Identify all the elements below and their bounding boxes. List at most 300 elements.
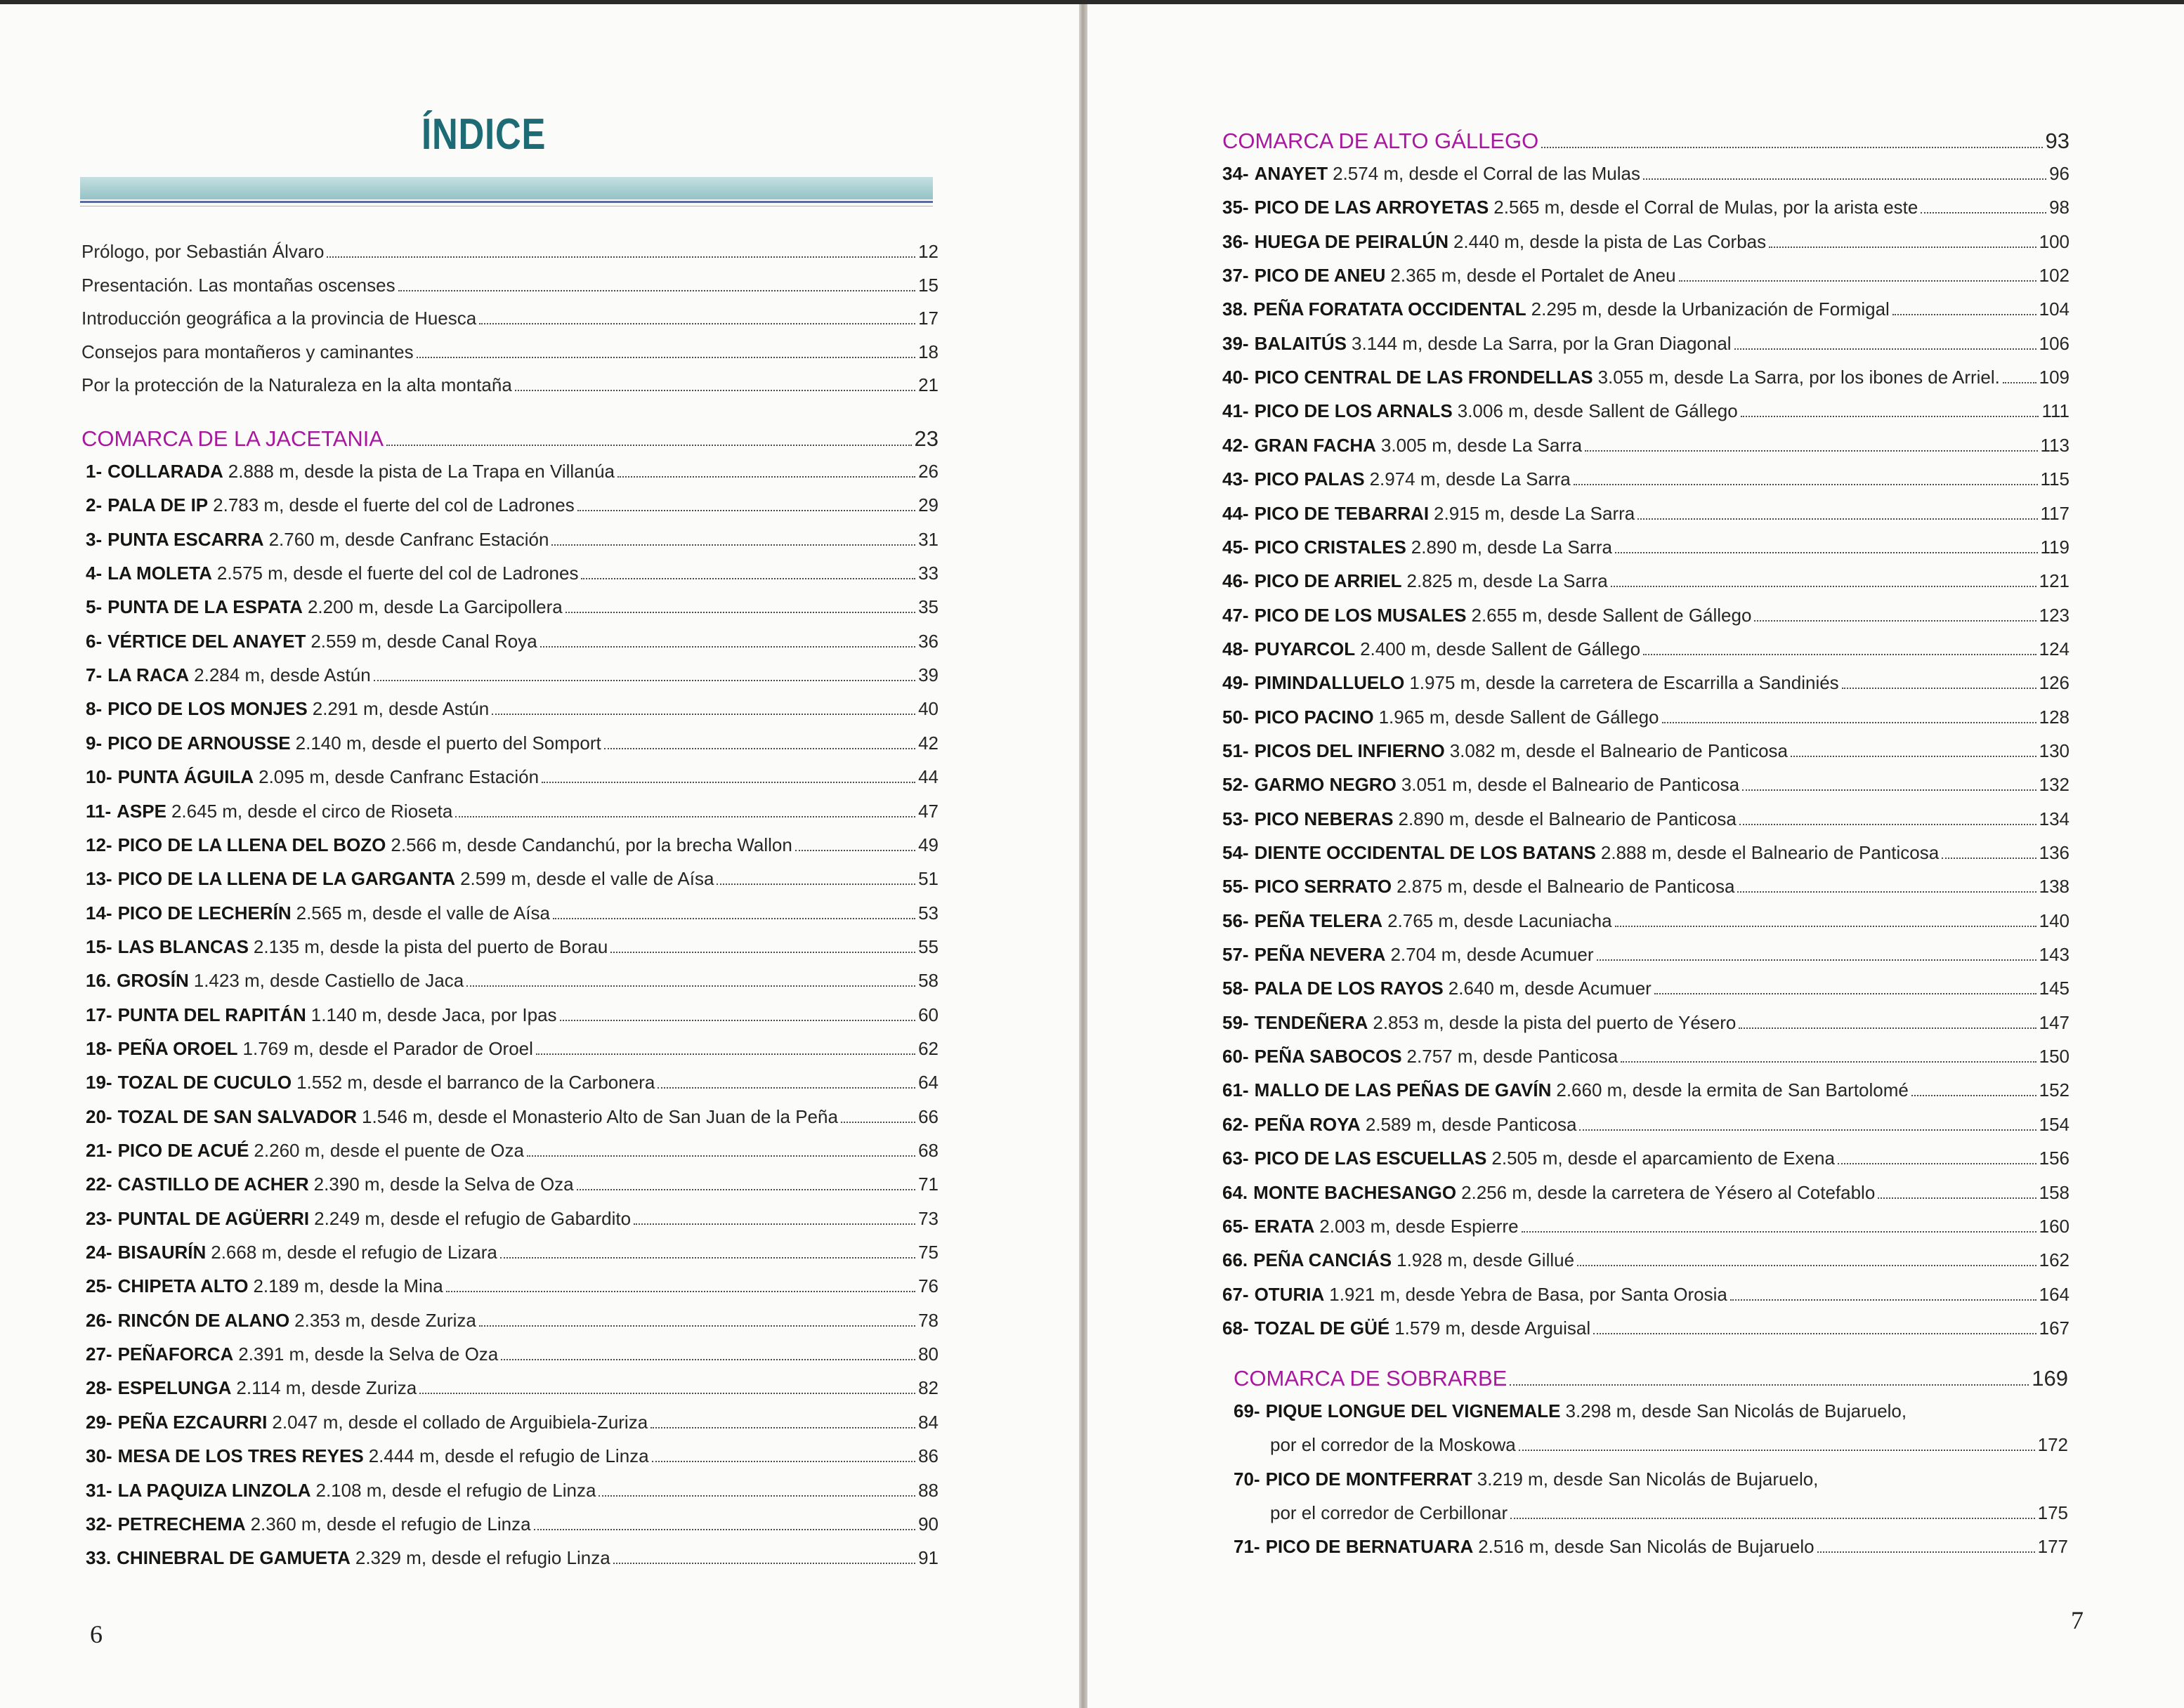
intro-entry (81, 373, 939, 397)
entry-peak-name: CASTILLO DE ACHER (117, 1174, 309, 1195)
dot-leader (1621, 1061, 2036, 1063)
entry-description: 2.114 m, desde Zuriza (236, 1377, 417, 1399)
entry-page: 64 (918, 1072, 939, 1093)
entry-peak-name: MONTE BACHESANGO (1253, 1181, 1457, 1203)
entry-description: 3.298 m, desde San Nicolás de Bujaruelo, (1565, 1400, 1907, 1421)
dot-leader (1593, 1333, 2036, 1334)
dot-leader (652, 1461, 915, 1462)
dot-leader (327, 256, 915, 258)
toc-entry (86, 459, 939, 483)
entry-page: 147 (2039, 1011, 2069, 1033)
entry-number: 19- (86, 1072, 112, 1093)
dot-leader (577, 510, 915, 511)
entry-description: 2.047 m, desde el collado de Arguibiela-Zuriza (272, 1411, 648, 1433)
entry-page: 121 (2039, 570, 2069, 592)
entry-page: 55 (918, 935, 939, 957)
dot-leader (1754, 620, 2036, 622)
entry-number: 28- (86, 1377, 112, 1399)
entry-page: 152 (2039, 1079, 2069, 1101)
intro-text: Consejos para montañeros y caminantes (81, 341, 414, 362)
entry-peak-name: PEÑA EZCAURRI (117, 1411, 268, 1433)
entry-description: 2.668 m, desde el refugio de Lizara (211, 1242, 497, 1263)
dot-leader (455, 816, 915, 817)
entry-page: 106 (2039, 332, 2069, 354)
dot-leader (1574, 484, 2038, 485)
entry-page: 73 (918, 1207, 939, 1229)
toc-entry (86, 1240, 939, 1264)
entry-peak-name: GROSÍN (117, 970, 189, 992)
entry-number: 43- (1222, 468, 1249, 490)
entry-peak-name: PICO DE LECHERÍN (117, 902, 292, 924)
section-name: COMARCA DE LA JACETANIA (81, 426, 384, 451)
entry-peak-name: PICO PALAS (1254, 468, 1365, 490)
entry-page: 145 (2039, 978, 2069, 999)
dot-leader (1519, 1450, 2035, 1451)
entry-peak-name: PUNTA DEL RAPITÁN (117, 1004, 306, 1025)
entry-number: 3- (86, 528, 103, 550)
entry-peak-name: PEÑAFORCA (117, 1344, 234, 1365)
title-rule-line (80, 201, 933, 203)
entry-number: 35- (1222, 197, 1249, 218)
title-rule (80, 177, 933, 199)
entry-number: 22- (86, 1174, 112, 1195)
dot-leader (1769, 247, 2036, 248)
entry-description: 2.640 m, desde Acumuer (1448, 978, 1652, 999)
entry-page: 113 (2040, 434, 2069, 456)
entry-number: 70- (1234, 1468, 1260, 1490)
entry-description: 1.769 m, desde el Parador de Oroel (242, 1037, 533, 1059)
dot-leader (515, 390, 915, 391)
entry-peak-name: PIQUE LONGUE DEL VIGNEMALE (1265, 1400, 1561, 1421)
dot-leader (1842, 688, 2036, 689)
entry-page: 175 (2037, 1502, 2068, 1524)
entry-peak-name: PICO DE LOS MUSALES (1254, 604, 1467, 626)
entry-page: 115 (2040, 468, 2069, 490)
entry-description: 2.559 m, desde Canal Roya (310, 630, 537, 652)
entry-page: 167 (2039, 1317, 2069, 1339)
entry-number: 71- (1234, 1536, 1260, 1558)
toc-entry (1222, 535, 2069, 559)
entry-description: 2.566 m, desde Candanchú, por la brecha Wallon (391, 834, 792, 855)
entry-description: 2.888 m, desde el Balneario de Panticosa (1600, 842, 1940, 863)
entry-number: 55- (1222, 876, 1249, 898)
entry-number: 65- (1222, 1215, 1249, 1237)
entry-number: 63- (1222, 1148, 1249, 1169)
entry-number: 48- (1222, 638, 1249, 659)
entry-description: 2.974 m, desde La Sarra (1369, 468, 1571, 490)
entry-peak-name: PETRECHEMA (117, 1513, 246, 1535)
dot-leader (577, 1189, 915, 1190)
entry-number: 16. (86, 970, 112, 992)
entry-page: 143 (2039, 944, 2069, 966)
entry-description: 2.757 m, desde Panticosa (1406, 1046, 1619, 1068)
entry-description: 3.006 m, desde Sallent de Gállego (1457, 400, 1738, 422)
intro-text: Presentación. Las montañas oscenses (81, 274, 395, 296)
entry-page: 26 (918, 461, 939, 482)
dot-leader (1577, 1265, 2036, 1266)
intro-entry (81, 239, 939, 263)
dot-leader (1892, 314, 2036, 315)
entry-peak-name: TOZAL DE SAN SALVADOR (117, 1105, 358, 1127)
entry-peak-name: MESA DE LOS TRES REYES (117, 1445, 364, 1467)
toc-entry (1222, 162, 2069, 185)
entry-page: 100 (2039, 230, 2069, 252)
entry-page: 88 (918, 1479, 939, 1501)
entry-description: 2.505 m, desde el aparcamiento de Exena (1491, 1148, 1835, 1169)
entry-peak-name: PEÑA NEVERA (1254, 944, 1386, 966)
entry-peak-name: PICO DE MONTFERRAT (1265, 1468, 1472, 1490)
entry-description: 1.928 m, desde Gillué (1397, 1249, 1575, 1271)
entry-description: 2.365 m, desde el Portalet de Aneu (1390, 265, 1676, 287)
entry-peak-name: PICO DE ARNOUSSE (107, 732, 291, 754)
toc-entry (1234, 1399, 2068, 1423)
entry-description: 3.005 m, desde La Sarra (1380, 434, 1583, 456)
entry-description: 2.256 m, desde la carretera de Yésero al Cotefablo (1461, 1181, 1876, 1203)
entry-number: 39- (1222, 332, 1249, 354)
dot-leader (536, 1053, 915, 1055)
entry-peak-name: PICO PACINO (1254, 706, 1374, 728)
dot-leader (1838, 1163, 2036, 1164)
entry-page: 111 (2041, 400, 2069, 422)
dot-leader (717, 883, 915, 885)
dot-leader (1679, 280, 2036, 282)
dot-leader (527, 1155, 915, 1157)
entry-page: 42 (918, 732, 939, 754)
entry-peak-name: PEÑA TELERA (1254, 909, 1383, 931)
toc-entry (86, 663, 939, 687)
toc-entry-continuation (1270, 1501, 2068, 1525)
toc-entry (1222, 637, 2069, 661)
entry-description: 1.921 m, desde Yebra de Basa, por Santa Orosia (1329, 1283, 1727, 1305)
entry-description: 2.890 m, desde La Sarra (1411, 536, 1612, 558)
entry-description: 2.565 m, desde el Corral de Mulas, por la arista este (1493, 197, 1918, 218)
entry-number: 18- (86, 1037, 112, 1059)
entry-peak-name: PICO DE LA LLENA DEL BOZO (117, 834, 386, 855)
toc-entry (1222, 807, 2069, 831)
entry-number: 61- (1222, 1079, 1249, 1101)
entry-number: 53- (1222, 808, 1249, 829)
entry-peak-name: VÉRTICE DEL ANAYET (107, 630, 306, 652)
toc-entry (86, 799, 939, 823)
entry-page: 156 (2039, 1148, 2069, 1169)
entry-description: 2.140 m, desde el puerto del Somport (295, 732, 601, 754)
entry-peak-name: ERATA (1254, 1215, 1315, 1237)
entry-page: 84 (918, 1411, 939, 1433)
entry-number: 21- (86, 1140, 112, 1161)
entry-number: 27- (86, 1344, 112, 1365)
dot-leader (1510, 1384, 2029, 1386)
dot-leader (1739, 824, 2036, 825)
entry-peak-name: PUNTAL DE AGÜERRI (117, 1207, 310, 1229)
entry-page: 124 (2039, 638, 2069, 659)
entry-description: 3.219 m, desde San Nicolás de Bujaruelo, (1477, 1468, 1819, 1490)
toc-entry (1222, 501, 2069, 525)
entry-page: 47 (918, 800, 939, 822)
toc-entry (86, 629, 939, 653)
entry-description: 2.660 m, desde la ermita de San Bartolomé (1556, 1079, 1909, 1101)
entry-page: 160 (2039, 1215, 2069, 1237)
toc-entry (86, 1207, 939, 1230)
entry-peak-name: PICO CENTRAL DE LAS FRONDELLAS (1254, 367, 1593, 388)
dot-leader (1597, 959, 2036, 961)
entry-description: 3.144 m, desde La Sarra, por la Gran Diagonal (1352, 332, 1732, 354)
entry-peak-name: BALAITÚS (1254, 332, 1347, 354)
toc-entry (86, 527, 939, 551)
entry-page: 164 (2039, 1283, 2069, 1305)
entry-page: 117 (2040, 502, 2069, 524)
entry-number: 5- (86, 596, 103, 618)
dot-leader (492, 714, 915, 715)
entry-peak-name: GARMO NEGRO (1254, 774, 1397, 796)
entry-peak-name: PUYARCOL (1254, 638, 1356, 659)
entry-peak-name: DIENTE OCCIDENTAL DE LOS BATANS (1254, 842, 1596, 863)
toc-entry (1222, 297, 2069, 321)
entry-page: 104 (2039, 298, 2069, 320)
entry-peak-name: PALA DE IP (107, 494, 209, 516)
toc-entry (1222, 195, 2069, 219)
dot-leader (553, 918, 915, 919)
toc-entry (86, 1308, 939, 1332)
entry-page: 68 (918, 1140, 939, 1161)
entry-peak-name: PEÑA ROYA (1254, 1113, 1361, 1135)
entry-page: 177 (2037, 1536, 2068, 1558)
dot-leader (1615, 926, 2036, 927)
entry-peak-name: PICO DE LAS ESCUELLAS (1254, 1148, 1487, 1169)
entry-number: 12- (86, 834, 112, 855)
dot-leader (1739, 1027, 2036, 1029)
entry-peak-name: BISAURÍN (117, 1242, 207, 1263)
entry-description: 1.140 m, desde Jaca, por Ipas (310, 1004, 557, 1025)
toc-entry (86, 1037, 939, 1060)
toc-entry (1222, 705, 2069, 729)
entry-description: 2.875 m, desde el Balneario de Panticosa (1397, 876, 1735, 898)
entry-peak-name: PEÑA CANCIÁS (1253, 1249, 1392, 1271)
toc-entry (86, 1512, 939, 1536)
entry-page: 53 (918, 902, 939, 924)
toc-entry (1222, 1316, 2069, 1340)
entry-page: 29 (918, 494, 939, 516)
toc-entry (1222, 942, 2069, 966)
entry-description: 2.249 m, desde el refugio de Gabardito (314, 1207, 632, 1229)
dot-leader (1662, 722, 2036, 723)
entry-peak-name: LA RACA (107, 664, 190, 686)
entry-number: 24- (86, 1242, 112, 1263)
entry-peak-name: PUNTA ÁGUILA (117, 766, 254, 788)
dot-leader (386, 445, 911, 446)
book-gutter (1079, 4, 1087, 1708)
entry-number: 64. (1222, 1181, 1248, 1203)
toc-entry (86, 1070, 939, 1094)
dot-leader (1741, 416, 2039, 417)
entry-peak-name: PICO DE LOS ARNALS (1254, 400, 1453, 422)
intro-text: Introducción geográfica a la provincia de Huesca (81, 308, 477, 329)
entry-page: 91 (918, 1547, 939, 1569)
entry-peak-name: COLLARADA (107, 461, 223, 482)
dot-leader (613, 1563, 915, 1564)
entry-page: 35 (918, 596, 939, 618)
dot-leader (1522, 1231, 2036, 1233)
entry-description: 1.552 m, desde el barranco de la Carbonera (296, 1072, 655, 1093)
entry-description-continued: por el corredor de la Moskowa (1270, 1434, 1516, 1456)
toc-entry (86, 1274, 939, 1298)
entry-number: 46- (1222, 570, 1249, 592)
entry-number: 7- (86, 664, 103, 686)
entry-page: 86 (918, 1445, 939, 1467)
dot-leader (599, 1495, 915, 1497)
dot-leader (1734, 348, 2036, 350)
dot-leader (534, 1529, 916, 1530)
entry-number: 44- (1222, 502, 1249, 524)
entry-peak-name: PICO DE ARRIEL (1254, 570, 1402, 592)
dot-leader (1878, 1197, 2036, 1199)
entry-peak-name: PALA DE LOS RAYOS (1254, 978, 1444, 999)
entry-page: 96 (2049, 163, 2069, 184)
entry-peak-name: PICO SERRATO (1254, 876, 1392, 898)
entry-page: 31 (918, 528, 939, 550)
toc-entry (86, 561, 939, 585)
entry-description: 2.890 m, desde el Balneario de Panticosa (1398, 808, 1737, 829)
entry-description: 3.051 m, desde el Balneario de Panticosa (1401, 774, 1740, 796)
dot-leader (1541, 147, 2042, 148)
entry-number: 38. (1222, 298, 1248, 320)
entry-page: 60 (918, 1004, 939, 1025)
toc-entry (1222, 874, 2069, 898)
dot-leader (1730, 1299, 2036, 1301)
entry-number: 15- (86, 935, 112, 957)
entry-peak-name: ASPE (117, 800, 166, 822)
dot-leader (634, 1223, 915, 1225)
entry-number: 23- (86, 1207, 112, 1229)
dot-leader (1911, 1095, 2036, 1096)
entry-number: 6- (86, 630, 103, 652)
dot-leader (2003, 382, 2036, 383)
entry-description: 2.284 m, desde Astún (194, 664, 371, 686)
entry-page: 150 (2039, 1046, 2069, 1068)
entry-number: 67- (1222, 1283, 1249, 1305)
entry-page: 49 (918, 834, 939, 855)
dot-leader (1643, 178, 2046, 180)
entry-number: 47- (1222, 604, 1249, 626)
entry-page: 134 (2039, 808, 2069, 829)
entry-page: 130 (2039, 740, 2069, 761)
entry-description: 2.390 m, desde la Selva de Oza (313, 1174, 574, 1195)
entry-description: 1.965 m, desde Sallent de Gállego (1378, 706, 1659, 728)
entry-peak-name: ESPELUNGA (117, 1377, 232, 1399)
dot-leader (604, 748, 915, 749)
section-page: 169 (2032, 1366, 2068, 1391)
toc-entry (1222, 263, 2069, 287)
entry-number: 36- (1222, 230, 1249, 252)
intro-page: 12 (918, 241, 939, 262)
dot-leader (617, 476, 915, 478)
toc-entry (86, 1410, 939, 1434)
toc-entry (1222, 739, 2069, 763)
entry-peak-name: RINCÓN DE ALANO (117, 1309, 290, 1331)
index-title: ÍNDICE (421, 110, 547, 159)
entry-description: 2.444 m, desde el refugio de Linza (368, 1445, 649, 1467)
dot-leader (1737, 891, 2036, 893)
dot-leader (610, 952, 915, 953)
entry-number: 13- (86, 868, 112, 890)
entry-page: 82 (918, 1377, 939, 1399)
entry-description: 2.353 m, desde Zuriza (294, 1309, 476, 1331)
entry-description: 1.975 m, desde la carretera de Escarrilla a Sandiniés (1409, 672, 1839, 694)
entry-description: 2.575 m, desde el fuerte del col de Ladrones (216, 563, 579, 584)
entry-peak-name: PEÑA OROEL (117, 1037, 238, 1059)
entry-peak-name: ANAYET (1254, 163, 1328, 184)
dot-leader (560, 1020, 916, 1021)
entry-page: 71 (918, 1174, 939, 1195)
entry-description: 2.888 m, desde la pista de La Trapa en Villanúa (228, 461, 615, 482)
entry-number: 2- (86, 494, 103, 516)
intro-page: 17 (918, 308, 939, 329)
entry-number: 14- (86, 902, 112, 924)
toc-entry-continuation (1270, 1433, 2068, 1457)
dot-leader (1615, 552, 2038, 553)
entry-number: 52- (1222, 774, 1249, 796)
entry-number: 10- (86, 766, 112, 788)
toc-entry (86, 697, 939, 721)
toc-entry (86, 595, 939, 619)
toc-entry (86, 833, 939, 857)
toc-entry (86, 1172, 939, 1196)
toc-entry (86, 1138, 939, 1162)
page-number-left: 6 (90, 1620, 103, 1648)
dot-leader (398, 290, 915, 291)
entry-description: 2.516 m, desde San Nicolás de Bujaruelo (1478, 1536, 1814, 1558)
entry-peak-name: TOZAL DE CUCULO (117, 1072, 292, 1093)
entry-page: 132 (2039, 774, 2069, 796)
entry-page: 102 (2039, 265, 2069, 287)
entry-description: 2.853 m, desde la pista del puerto de Yésero (1373, 1011, 1737, 1033)
entry-description: 3.082 m, desde el Balneario de Panticosa (1449, 740, 1789, 761)
dot-leader (466, 985, 915, 987)
toc-entry (1222, 1078, 2069, 1102)
toc-entry (1222, 331, 2069, 355)
entry-peak-name: TOZAL DE GÜÉ (1254, 1317, 1390, 1339)
entry-peak-name: TENDEÑERA (1254, 1011, 1368, 1033)
entry-page: 58 (918, 970, 939, 992)
dot-leader (1585, 450, 2037, 452)
dot-leader (565, 612, 915, 613)
entry-description: 3.055 m, desde La Sarra, por los ibones de Arriel. (1597, 367, 2000, 388)
dot-leader (500, 1257, 915, 1259)
entry-page: 154 (2039, 1113, 2069, 1135)
dot-leader (1742, 789, 2036, 791)
entry-page: 76 (918, 1275, 939, 1297)
entry-peak-name: MALLO DE LAS PEÑAS DE GAVÍN (1254, 1079, 1552, 1101)
dot-leader (551, 544, 915, 546)
entry-page: 36 (918, 630, 939, 652)
entry-peak-name: PICO DE LA LLENA DE LA GARGANTA (117, 868, 456, 890)
toc-entry (1222, 909, 2069, 933)
entry-peak-name: PEÑA SABOCOS (1254, 1046, 1402, 1068)
entry-description: 2.704 m, desde Acumuer (1390, 944, 1594, 966)
entry-number: 20- (86, 1105, 112, 1127)
dot-leader (1510, 1518, 2034, 1519)
entry-description: 2.095 m, desde Canfranc Estación (259, 766, 540, 788)
entry-description: 2.760 m, desde Canfranc Estación (268, 528, 549, 550)
entry-peak-name: PUNTA ESCARRA (107, 528, 264, 550)
dot-leader (795, 850, 915, 851)
section-page: 23 (914, 426, 939, 451)
entry-page: 75 (918, 1242, 939, 1263)
toc-entry (86, 731, 939, 755)
entry-number: 17- (86, 1004, 112, 1025)
entry-peak-name: PIMINDALLUELO (1254, 672, 1405, 694)
intro-entry (81, 340, 939, 364)
entry-peak-name: CHINEBRAL DE GAMUETA (117, 1547, 351, 1569)
